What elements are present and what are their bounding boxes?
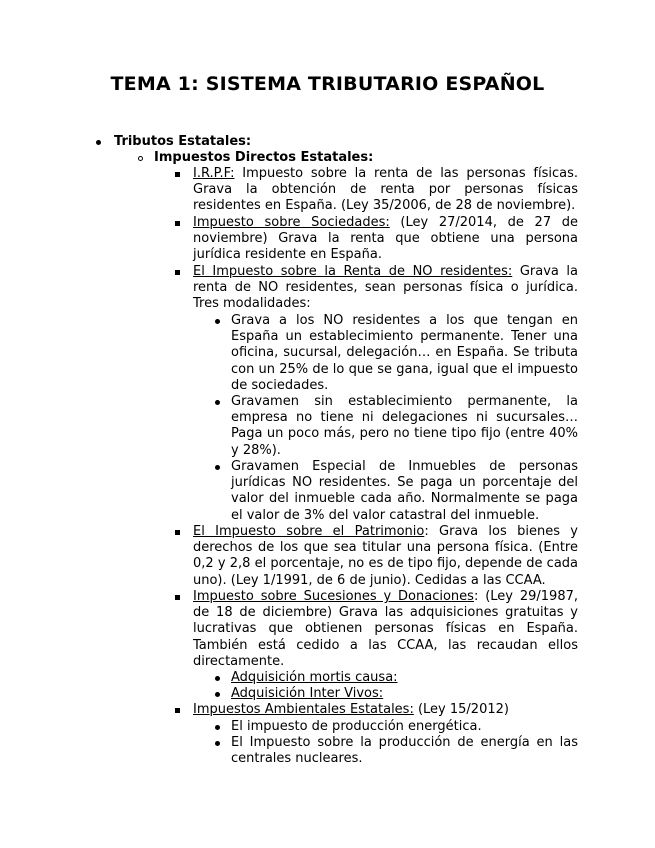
bullet-dot-icon <box>215 319 220 324</box>
level1-heading: Tributos Estatales: <box>114 134 252 149</box>
tax-name-patrimonio: El Impuesto sobre el Patrimonio <box>193 524 425 539</box>
tax-desc-irnr: Grava la renta de NO residentes, sean personas física o jurídica. Tres modalidades: <box>193 264 578 312</box>
tax-name-ambientales: Impuestos Ambientales Estatales: <box>193 702 414 717</box>
bullet-square-icon <box>175 708 180 713</box>
sub-item-ambientales-1: El impuesto de producción energética. <box>231 719 482 734</box>
bullet-dot-icon <box>215 465 220 470</box>
bullet-dot-icon <box>215 725 220 730</box>
bullet-dot-icon <box>215 400 220 405</box>
bullet-dot-icon <box>215 676 220 681</box>
bullet-circle-icon <box>138 156 143 161</box>
tax-name-sucesiones: Impuesto sobre Sucesiones y Donaciones <box>193 589 474 604</box>
tax-desc-sucesiones: : (Ley 29/1987, de 18 de diciembre) Grava las adquisiciones gratuitas y lucrativas que obtienen personas físicas en España. También está cedido a las CCAA, las recaudan ellos directamente. <box>193 589 578 669</box>
sub-item-ambientales-2: El Impuesto sobre la producción de energía en las centrales nucleares. <box>231 735 578 767</box>
bullet-square-icon <box>175 221 180 226</box>
sub-item-irnr-1: Grava a los NO residentes a los que tengan en España un establecimiento permanente. Tener una oficina, sucursal, delegación… en España. Se tributa con un 25% de lo que se gana, igual que el impuesto de sociedades. <box>231 313 578 393</box>
bullet-square-icon <box>175 172 180 177</box>
tax-desc-sociedades: (Ley 27/2014, de 27 de noviembre) Grava la renta que obtiene una persona jurídica residente en España. <box>193 215 578 263</box>
tax-name-sociedades: Impuesto sobre Sociedades: <box>193 215 390 230</box>
list-item-sociedades <box>193 215 578 264</box>
bullet-square-icon <box>175 530 180 535</box>
sub-item-irnr-2: Gravamen sin establecimiento permanente, la empresa no tiene ni delegaciones ni sucursales… Paga un poco más, pero no tiene tipo fijo (entre 40% y 28%). <box>231 394 578 458</box>
sub-item-sucesiones-2: Adquisición Inter Vivos: <box>231 686 384 701</box>
bullet-dot-icon <box>215 741 220 746</box>
tax-desc-patrimonio: : Grava los bienes y derechos de los que sea titular una persona física. (Entre 0,2 y 2,8 el porcentaje, no es de tipo fijo, depende de cada uno). (Ley 1/1991, de 6 de junio). Cedidas a las CCAA. <box>193 524 578 588</box>
tax-desc-ambientales: (Ley 15/2012) <box>413 702 509 717</box>
sub-item-irnr-3: Gravamen Especial de Inmuebles de personas jurídicas NO residentes. Se paga un porcentaje del valor del inmueble cada año. Normalmente se paga el valor de 3% del valor catastral del inmueble. <box>231 459 578 523</box>
list-item-patrimonio <box>193 524 578 589</box>
list-item-ambientales <box>193 702 578 718</box>
tax-name-irpf: I.R.P.F: <box>193 166 235 181</box>
bullet-dot-icon <box>215 692 220 697</box>
tax-name-irnr: El Impuesto sobre la Renta de NO residentes: <box>193 264 513 279</box>
list-item-sucesiones <box>193 589 578 670</box>
list-item-irpf <box>193 166 578 215</box>
tax-desc-irpf: Impuesto sobre la renta de las personas físicas. Grava la obtención de renta por personas físicas residentes en España. (Ley 35/2006, de 28 de noviembre). <box>193 166 578 214</box>
bullet-dot-icon <box>96 140 101 145</box>
list-item-irnr <box>193 264 578 313</box>
level2-heading: Impuestos Directos Estatales: <box>154 150 374 165</box>
sub-item-sucesiones-1: Adquisición mortis causa: <box>231 670 398 685</box>
bullet-square-icon <box>175 270 180 275</box>
bullet-square-icon <box>175 595 180 600</box>
page-title: TEMA 1: SISTEMA TRIBUTARIO ESPAÑOL <box>110 73 545 95</box>
